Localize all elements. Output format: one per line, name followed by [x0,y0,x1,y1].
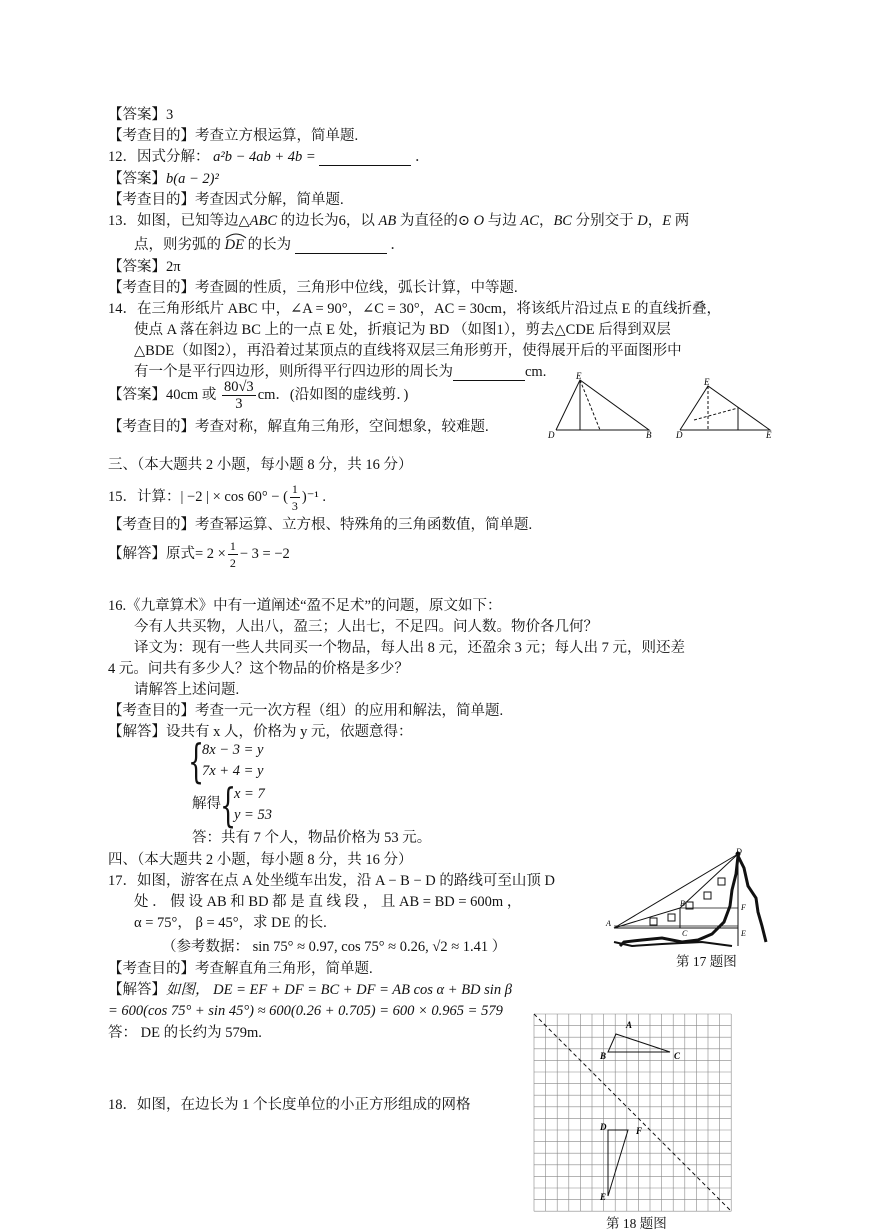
question-tail: ． [414,149,430,165]
equation-2: 7x + 4 = y [202,763,264,779]
label-D: D [548,430,555,440]
question-number: 14． [108,301,137,317]
text: cm. [525,364,547,380]
expression: | −2 | × cos 60° − ( [180,488,288,505]
system-brace: { [188,734,205,788]
purpose-text: 考查幂运算、立方根、特殊角的三角函数值，简单题. [195,517,533,533]
text: 的长为 [243,237,292,253]
label-B: B [646,430,652,440]
numerator: 1 [229,539,236,553]
answer-blank [453,366,525,381]
text: 如图，已知等边△ [137,213,250,229]
solution-tag: 【解答】 [108,724,166,740]
q17-figure [602,846,780,950]
var: D [637,213,648,229]
q17-reference-data: （参考数据： sin 75° ≈ 0.97, cos 75° ≈ 0.26, √2 ≈ 1.41 ） [162,939,507,955]
fraction [228,538,238,571]
answer-fraction [222,379,256,412]
q12-stem [108,148,429,166]
q15-purpose [108,516,532,534]
q14-purpose [108,418,489,436]
q16-answer: 答：共有 7 个人，物品价格为 53 元。 [192,830,432,846]
q11-purpose [108,127,358,145]
label-F: F [741,903,746,912]
q15-solution [108,538,290,571]
var: E [662,213,672,229]
q12-answer [108,170,219,188]
text: 分别交于 [571,213,638,229]
text: 有一个是平行四边形，则所得平行四边形的周长为 [134,364,453,380]
text: 在三角形纸片 ABC 中，∠A = 90°，∠C = 30°，AC = 30cm，将该纸片沿过点 E 的直线折叠， [137,301,722,317]
numerator: 1 [291,482,298,496]
purpose-text: 考查一元一次方程（组）的应用和解法，简单题. [195,703,504,719]
result-brace: { [220,778,237,832]
purpose-text: 考查解直角三角形，简单题. [195,961,373,977]
expression: )⁻¹ . [301,488,327,505]
text: ． [390,237,405,253]
q16-line3: 译文为：现有一些人共同买一个物品，每人出 8 元，还盈余 3 元；每人出 7 元，则还差 [134,640,685,656]
q14-line3: △BDE（如图2），再沿着过某顶点的直线将双层三角形剪开，使得展开后的平面图形中 [134,343,682,359]
q17-solution [108,981,512,999]
q17-line1: 17．如图，游客在点 A 处坐缆车出发，沿 A − B − D 的路线可至山顶 D [108,873,555,889]
question-number: 13． [108,213,137,229]
solution-tag: 【解答】 [108,982,166,998]
purpose-tag: 【考查目的】 [108,192,195,208]
q16-purpose [108,702,503,720]
q18-line1: 18．如图，在边长为 1 个长度单位的小正方形组成的网格 [108,1097,471,1113]
label-E: E [576,371,582,381]
section-3-heading: 三、（本大题共 2 小题，每小题 8 分，共 16 分） [108,457,413,473]
text: 的边长为6，以 [277,213,379,229]
label-E: E [600,1192,607,1202]
text: 点，则劣弧的 [134,237,225,253]
var: BC [553,213,572,229]
label-E: E [704,377,710,387]
q13-line1 [108,212,689,230]
fraction [290,481,300,514]
q12-purpose [108,191,344,209]
q16-solution [108,723,413,741]
label-C: C [682,929,688,938]
purpose-tag: 【考查目的】 [108,419,195,435]
arc-mark [225,231,247,239]
label-D: D [736,847,742,856]
q16-line2: 今有人共买物，人出八，盈三；人出七，不足四。问人数。物价各几何？ [134,619,598,635]
label-E: E [741,929,746,938]
label-D: D [600,1122,607,1132]
text: 原式= 2 × [166,545,226,562]
question-expression: a²b − 4ab + 4b = [213,149,316,165]
answer-value: 2π [166,259,181,275]
numerator: 80√3 [223,379,254,395]
text: 两 [671,213,690,229]
label-B: B [680,899,685,908]
denominator: 3 [235,396,243,412]
q16-line4: 4 元。问共有多少人？这个物品的价格是多少？ [108,661,409,677]
grid-lines [534,1014,731,1211]
q18-grid-figure [532,1012,734,1212]
q15-stem [108,481,326,514]
q16-line1: 16.《九章算术》中有一道阐述“盈不足术”的问题，原文如下： [108,598,502,614]
q14-line1 [108,300,721,318]
denominator: 2 [229,556,236,570]
denominator: 3 [291,499,298,513]
result-1: x = 7 [234,786,265,802]
q17-line3: α = 75°， β = 45°，求 DE 的长. [134,915,327,931]
label-B: B [600,1051,607,1061]
question-number: 12． [108,149,137,165]
text: 设共有 x 人，价格为 y 元，依题意得： [166,724,413,740]
var: DE [224,237,244,253]
q18-caption: 第 18 题图 [606,1216,667,1231]
q14-figure-1 [556,380,649,430]
purpose-text: 考查因式分解，简单题. [195,192,344,208]
q14-answer [108,379,408,412]
label-E: E [766,430,772,440]
purpose-tag: 【考查目的】 [108,280,195,296]
q13-line2 [134,236,405,254]
purpose-tag: 【考查目的】 [108,517,195,533]
purpose-text: 考查对称，解直角三角形，空间想象，较难题. [195,419,489,435]
text: 计算： [137,488,181,505]
text: 与边 [484,213,521,229]
q13-purpose [108,279,518,297]
q14-line2: 使点 A 落在斜边 BC 上的一点 E 处，折痕记为 BD （如图1），剪去△CDE 后得到双层 [134,322,671,338]
result-2: y = 53 [234,807,272,823]
text: 为直径的⊙ [396,213,474,229]
var: O [473,213,485,229]
text: ， [647,213,663,229]
q17-line2: 处 ． 假 设 AB 和 BD 都 是 直 线 段 ， 且 AB = BD = 600m ， [134,894,522,910]
purpose-tag: 【考查目的】 [108,703,195,719]
text: 40cm 或 [166,386,217,403]
solution-tag: 【解答】 [108,545,166,562]
text: cm．(沿如图的虚线剪．) [257,386,409,403]
answer-blank [295,239,387,254]
text: 如图， DE = EF + DF = BC + DF = AB cos α + BD sin β [166,982,512,998]
q14-figure-2 [680,386,770,430]
solve-word: 解得 [192,796,221,812]
label-F: F [636,1126,643,1136]
text: ， [538,213,554,229]
answer-value: b(a − 2)² [166,171,219,187]
q11-answer [108,106,173,124]
label-D: D [676,430,683,440]
purpose-tag: 【考查目的】 [108,128,195,144]
q17-caption: 第 17 题图 [676,954,737,969]
purpose-tag: 【考查目的】 [108,961,195,977]
q16-line5: 请解答上述问题. [134,682,240,698]
answer-value: 3 [166,107,174,123]
question-number: 15． [108,488,137,505]
q17-calculation: = 600(cos 75° + sin 45°) ≈ 600(0.26 + 0.705) = 600 × 0.965 = 579 [108,1003,503,1019]
answer-tag: 【答案】 [108,171,166,187]
answer-tag: 【答案】 [108,386,166,403]
arc-label [225,237,244,253]
text: − 3 = −2 [239,545,290,562]
question-stem: 因式分解： [137,149,210,165]
label-C: C [674,1051,681,1061]
section-4-heading: 四、（本大题共 2 小题，每小题 8 分，共 16 分） [108,852,413,868]
answer-blank [319,151,411,166]
q14-figures [544,370,784,442]
label-A: A [606,919,611,928]
var: ABC [249,213,278,229]
label-A: A [626,1020,633,1030]
q13-answer [108,258,181,276]
var: AC [520,213,539,229]
q17-answer: 答： DE 的长约为 579m. [108,1025,262,1041]
answer-tag: 【答案】 [108,107,166,123]
q17-purpose [108,960,373,978]
answer-tag: 【答案】 [108,259,166,275]
purpose-text: 考查圆的性质，三角形中位线，弧长计算，中等题. [195,280,518,296]
var: AB [378,213,397,229]
purpose-text: 考查立方根运算，简单题. [195,128,359,144]
equation-1: 8x − 3 = y [202,742,264,758]
